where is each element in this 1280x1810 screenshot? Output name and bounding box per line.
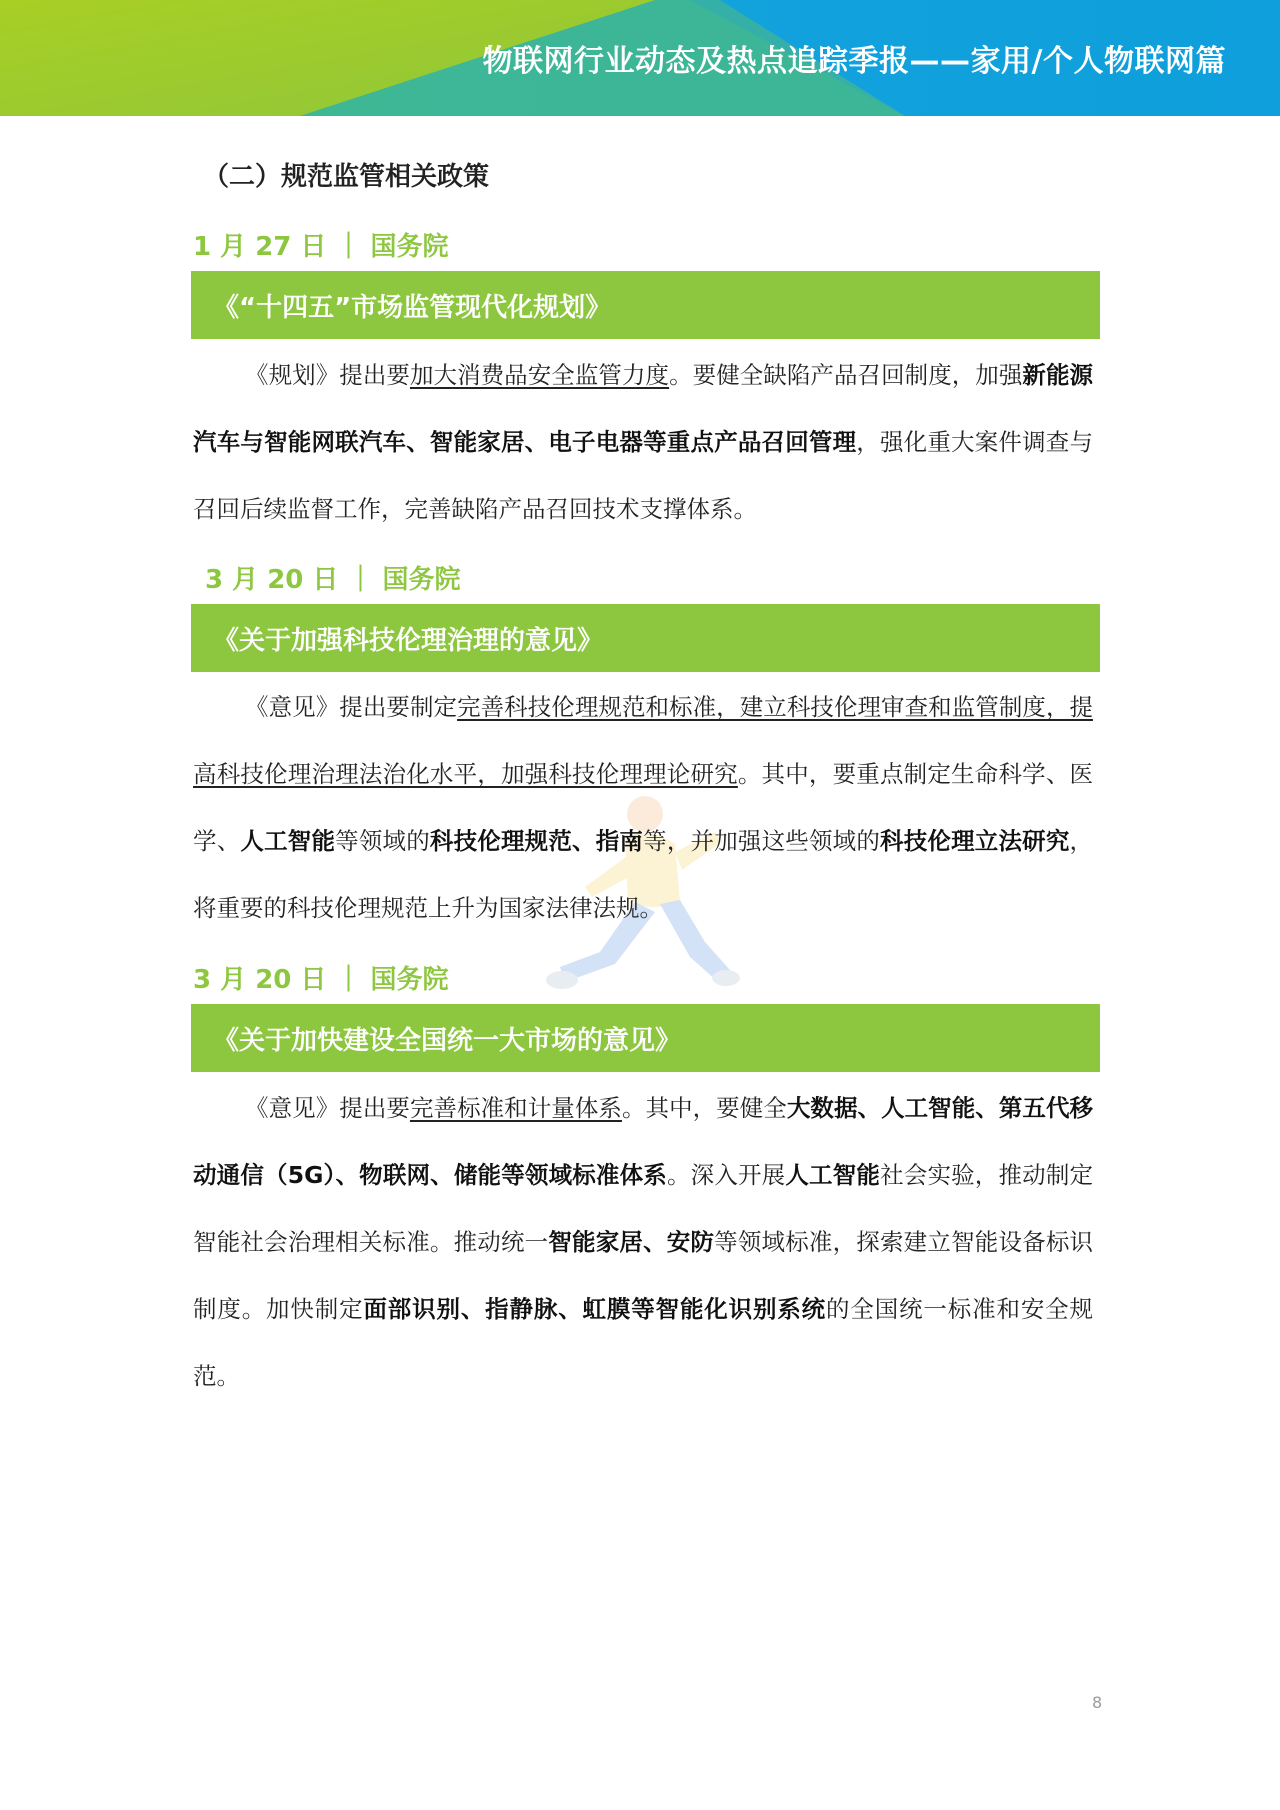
underlined-text: 加大消费品安全监管力度 bbox=[409, 361, 670, 389]
policy-body-3 bbox=[193, 1075, 1093, 1410]
bold-text: 科技伦理规范、指南 bbox=[429, 827, 644, 855]
body-text: 《意见》提出要 bbox=[245, 1094, 410, 1122]
bold-text: 科技伦理立法研究 bbox=[880, 827, 1070, 855]
policy-title-1: 《“十四五”市场监管现代化规划》 bbox=[213, 293, 612, 323]
underlined-text: 完善科技伦理规范和标准，建立科技伦理审查和监管制度，提高科技伦理治理法治化水平，加强科技伦理理论研究 bbox=[193, 693, 1094, 788]
bold-text: 智能家居、安防 bbox=[548, 1228, 715, 1256]
body-text: 。其中，要健全 bbox=[621, 1094, 787, 1122]
report-title: 物联网行业动态及热点追踪季报——家用/个人物联网篇 bbox=[482, 44, 1226, 79]
policy-body-2 bbox=[193, 674, 1093, 942]
body-text: 等，并加强这些领域的 bbox=[643, 827, 881, 855]
body-text: 。要健全缺陷产品召回制度，加强 bbox=[669, 361, 1023, 389]
body-text: 的全国统一标准和安全规范。 bbox=[193, 1295, 1094, 1390]
bold-text: 人工智能 bbox=[785, 1161, 881, 1189]
policy-title-bar-2 bbox=[191, 604, 1100, 672]
underlined-text: 完善标准和计量体系 bbox=[409, 1094, 622, 1122]
section-heading: （二）规范监管相关政策 bbox=[203, 162, 490, 192]
body-text: 社会实验，推动制定智能社会治理相关标准。推动统一 bbox=[193, 1161, 1094, 1256]
policy-title-2: 《关于加强科技伦理治理的意见》 bbox=[213, 626, 604, 656]
body-text: 等领域标准，探索建立智能设备标识制度。加快制定 bbox=[193, 1228, 1094, 1323]
body-text: ，强化重大案件调查与召回后续监督工作，完善缺陷产品召回技术支撑体系。 bbox=[193, 428, 1093, 523]
page-number: 8 bbox=[1092, 1693, 1103, 1712]
body-text: 等领域的 bbox=[335, 827, 430, 855]
body-text: 。深入开展 bbox=[666, 1161, 786, 1189]
policy-body-1 bbox=[193, 342, 1093, 543]
bold-text: 新能源汽车与智能网联汽车、智能家居、电子电器等重点产品召回管理 bbox=[193, 361, 1094, 456]
body-text: 。其中，要重点制定生命科学、医学、 bbox=[193, 760, 1094, 855]
policy-date-2: 3 月 20 日 ｜ 国务院 bbox=[205, 565, 461, 595]
bold-text: 人工智能 bbox=[240, 827, 336, 855]
bold-text: 大数据、人工智能、第五代移动通信（5G）、物联网、储能等领域标准体系 bbox=[193, 1094, 1094, 1189]
body-text: 《意见》提出要制定 bbox=[245, 693, 458, 721]
header-banner bbox=[0, 0, 1280, 116]
bold-text: 面部识别、指静脉、虹膜等智能化识别系统 bbox=[363, 1295, 827, 1323]
policy-date-3: 3 月 20 日 ｜ 国务院 bbox=[193, 965, 449, 995]
policy-date-1: 1 月 27 日 ｜ 国务院 bbox=[193, 232, 449, 262]
body-text: 《规划》提出要 bbox=[245, 361, 410, 389]
body-text: ，将重要的科技伦理规范上升为国家法律法规。 bbox=[193, 827, 1094, 922]
policy-title-bar-1 bbox=[191, 271, 1100, 339]
policy-title-3: 《关于加快建设全国统一大市场的意见》 bbox=[213, 1026, 682, 1056]
policy-title-bar-3 bbox=[191, 1004, 1100, 1072]
